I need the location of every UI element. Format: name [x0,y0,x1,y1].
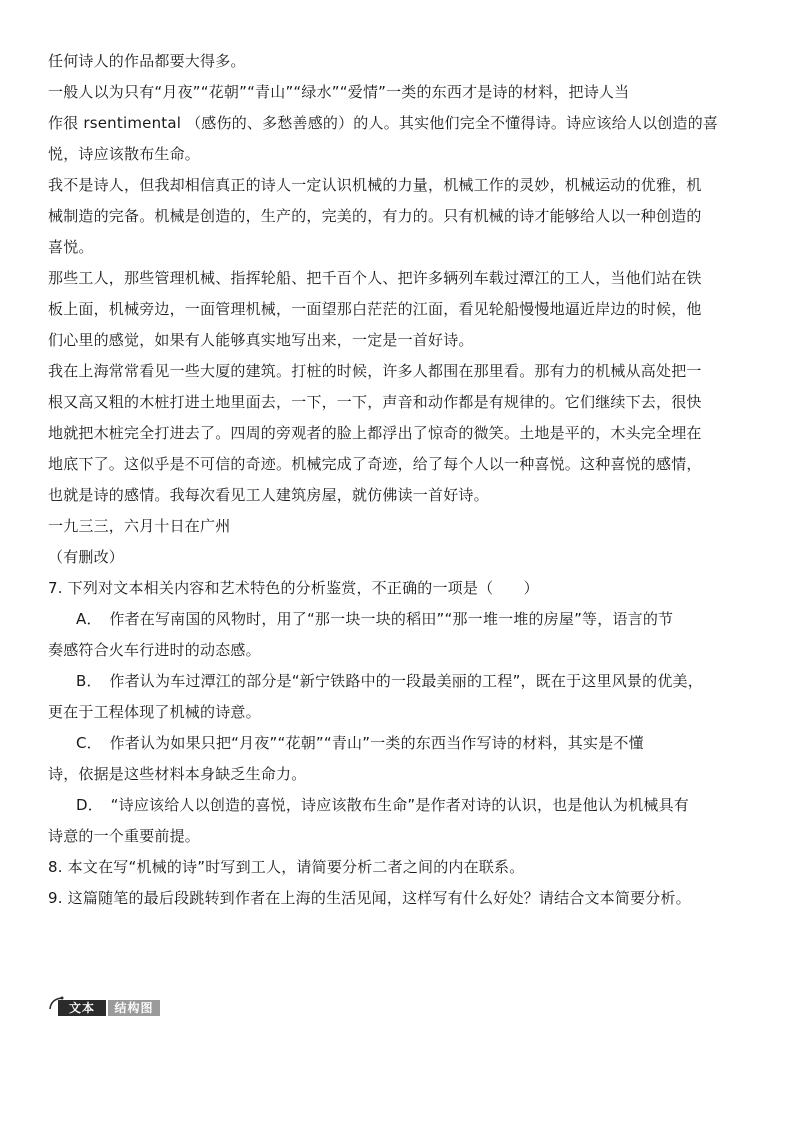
text-line: 根又高又粗的木桩打进土地里面去，一下，一下，声音和动作都是有规律的。它们继续下去，很快 [48,393,702,411]
badge-label-structure: 结构图 [108,1000,160,1016]
question-7: 7. 下列对文本相关内容和艺术特色的分析鉴赏，不正确的一项是（ ） [48,579,539,597]
option-a: A． 作者在写南国的风物时，用了“那一块一块的稻田”“那一堆一堆的房屋”等，语言的节 [76,610,674,628]
option-b-cont: 更在于工程体现了机械的诗意。 [48,703,261,721]
text-structure-badge [48,996,168,1018]
text-line: 我不是诗人，但我却相信真正的诗人一定认识机械的力量，机械工作的灵妙，机械运动的优雅，机 [48,176,702,194]
document-body [48,46,738,914]
text-line: 任何诗人的作品都要大得多。 [48,52,246,70]
text-line: 地就把木桩完全打进去了。四周的旁观者的脸上都浮出了惊奇的微笑。土地是平的，木头完全埋在 [48,424,702,442]
text-line: 地底下了。这似乎是不可信的奇迹。机械完成了奇迹，给了每个人以一种喜悦。这种喜悦的感情， [48,455,702,473]
text-line: 我在上海常常看见一些大厦的建筑。打桩的时候，许多人都围在那里看。那有力的机械从高处把一 [48,362,702,380]
option-d-cont: 诗意的一个重要前提。 [48,827,201,845]
badge-label-text: 文本 [58,1000,106,1016]
option-c: C． 作者认为如果只把“月夜”“花朝”“青山”一类的东西当作写诗的材料，其实是不懂 [76,734,644,752]
text-line: 一般人以为只有“月夜”“花朝”“青山”“绿水”“爱情”一类的东西才是诗的材料，把诗人当 [48,83,630,101]
date-line: 一九三三，六月十日在广州 [48,517,231,535]
text-line: 那些工人，那些管理机械、指挥轮船、把千百个人、把许多辆列车载过潭江的工人，当他们站在铁 [48,269,702,287]
note-line: （有删改） [48,548,125,566]
question-9: 9. 这篇随笔的最后段跳转到作者在上海的生活见闻，这样写有什么好处？请结合文本简要分析。 [48,889,691,907]
text-line: 悦，诗应该散布生命。 [48,145,201,163]
text-line: 也就是诗的感情。我每次看见工人建筑房屋，就仿佛读一首好诗。 [48,486,489,504]
text-line: 作很 rsentimental （感伤的、多愁善感的）的人。其实他们完全不懂得诗。诗应该给人以创造的喜 [48,114,719,132]
text-line: 喜悦。 [48,238,94,256]
option-d: D． “诗应该给人以创造的喜悦，诗应该散布生命”是作者对诗的认识，也是他认为机械具有 [76,796,689,814]
option-b: B． 作者认为车过潭江的部分是“新宁铁路中的一段最美丽的工程”，既在于这里风景的优美， [76,672,703,690]
text-line: 们心里的感觉，如果有人能够真实地写出来，一定是一首好诗。 [48,331,474,349]
option-a-cont: 奏感符合火车行进时的动态感。 [48,641,261,659]
text-line: 板上面，机械旁边，一面管理机械，一面望那白茫茫的江面，看见轮船慢慢地逼近岸边的时候，他 [48,300,702,318]
question-8: 8. 本文在写“机械的诗”时写到工人，请简要分析二者之间的内在联系。 [48,858,525,876]
text-line: 械制造的完备。机械是创造的，生产的，完美的，有力的。只有机械的诗才能够给人以一种创造的 [48,207,702,225]
option-c-cont: 诗，依据是这些材料本身缺乏生命力。 [48,765,307,783]
